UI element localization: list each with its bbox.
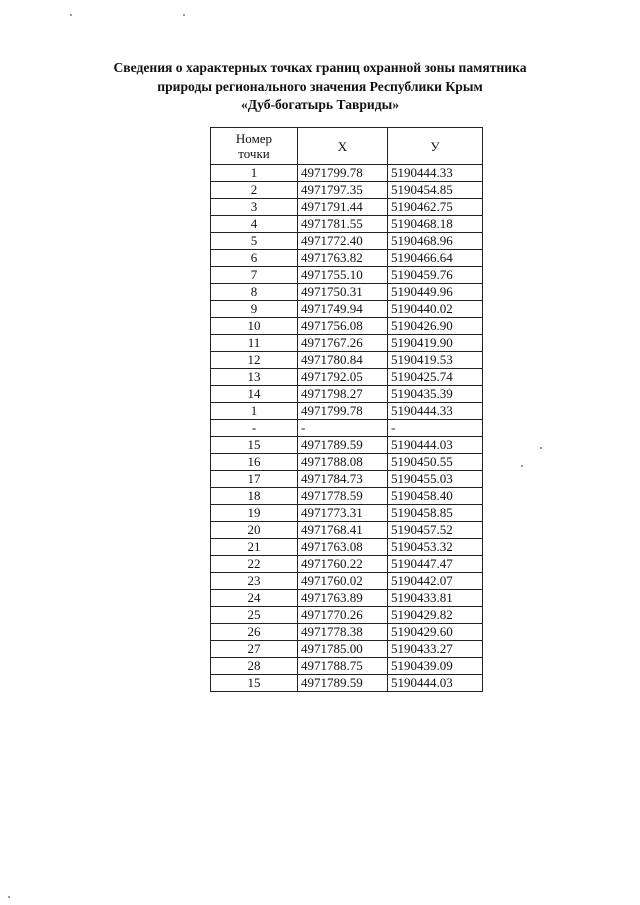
table-row xyxy=(211,556,483,573)
cell-x: 4971773.31 xyxy=(298,505,388,522)
cell-y: 5190453.32 xyxy=(388,539,483,556)
cell-point-number: 1 xyxy=(211,165,298,182)
cell-point-number: 18 xyxy=(211,488,298,505)
title-line-2: природы регионального значения Республики Крым xyxy=(157,78,483,94)
cell-y: 5190444.03 xyxy=(388,437,483,454)
cell-point-number: 14 xyxy=(211,386,298,403)
table-body xyxy=(211,165,483,692)
cell-y: 5190444.33 xyxy=(388,403,483,420)
cell-y: 5190435.39 xyxy=(388,386,483,403)
cell-y: 5190468.18 xyxy=(388,216,483,233)
scan-speck xyxy=(183,14,185,16)
cell-y: 5190433.81 xyxy=(388,590,483,607)
table-row xyxy=(211,454,483,471)
title-line-1: Сведения о характерных точках границ охранной зоны памятника xyxy=(113,60,527,75)
cell-point-number: 2 xyxy=(211,182,298,199)
cell-y: 5190440.02 xyxy=(388,301,483,318)
cell-x: 4971780.84 xyxy=(298,352,388,369)
cell-point-number: 1 xyxy=(211,403,298,420)
table-row xyxy=(211,658,483,675)
cell-x: 4971778.38 xyxy=(298,624,388,641)
scan-speck xyxy=(8,896,10,898)
table-row xyxy=(211,437,483,454)
cell-y: 5190419.53 xyxy=(388,352,483,369)
table-row xyxy=(211,403,483,420)
table-row xyxy=(211,675,483,692)
cell-point-number: 19 xyxy=(211,505,298,522)
cell-x: 4971768.41 xyxy=(298,522,388,539)
cell-point-number: 26 xyxy=(211,624,298,641)
document-title xyxy=(0,59,640,115)
table-row xyxy=(211,522,483,539)
cell-x: 4971763.08 xyxy=(298,539,388,556)
header-x: X xyxy=(298,128,388,165)
cell-y: 5190425.74 xyxy=(388,369,483,386)
table-row xyxy=(211,250,483,267)
cell-x: 4971767.26 xyxy=(298,335,388,352)
table-row xyxy=(211,590,483,607)
cell-point-number: 4 xyxy=(211,216,298,233)
cell-y: 5190466.64 xyxy=(388,250,483,267)
table-row xyxy=(211,607,483,624)
table-row xyxy=(211,233,483,250)
cell-point-number: 8 xyxy=(211,284,298,301)
cell-x: 4971792.05 xyxy=(298,369,388,386)
cell-point-number: 15 xyxy=(211,675,298,692)
table-row xyxy=(211,284,483,301)
cell-point-number: 3 xyxy=(211,199,298,216)
coordinates-table xyxy=(210,127,483,692)
header-y: У xyxy=(388,128,483,165)
header-point-number-line-1: Номер xyxy=(235,131,273,146)
cell-point-number: 20 xyxy=(211,522,298,539)
table-row xyxy=(211,182,483,199)
table-row xyxy=(211,505,483,522)
table-row xyxy=(211,539,483,556)
cell-point-number: 25 xyxy=(211,607,298,624)
table-row xyxy=(211,165,483,182)
title-line-3: «Дуб-богатырь Тавриды» xyxy=(240,97,400,112)
cell-y: 5190447.47 xyxy=(388,556,483,573)
table-row xyxy=(211,471,483,488)
cell-x: 4971781.55 xyxy=(298,216,388,233)
cell-point-number: 15 xyxy=(211,437,298,454)
scan-speck xyxy=(540,447,542,449)
cell-x: 4971799.78 xyxy=(298,403,388,420)
cell-x: 4971788.75 xyxy=(298,658,388,675)
table-row xyxy=(211,199,483,216)
cell-x: 4971755.10 xyxy=(298,267,388,284)
cell-y: - xyxy=(388,420,483,437)
header-point-number-line-2: точки xyxy=(238,146,270,161)
cell-y: 5190442.07 xyxy=(388,573,483,590)
cell-point-number: 16 xyxy=(211,454,298,471)
cell-y: 5190429.82 xyxy=(388,607,483,624)
cell-x: 4971799.78 xyxy=(298,165,388,182)
cell-y: 5190444.03 xyxy=(388,675,483,692)
cell-y: 5190439.09 xyxy=(388,658,483,675)
table-row xyxy=(211,488,483,505)
cell-x: 4971772.40 xyxy=(298,233,388,250)
cell-point-number: 13 xyxy=(211,369,298,386)
cell-y: 5190419.90 xyxy=(388,335,483,352)
cell-point-number: 22 xyxy=(211,556,298,573)
cell-x: 4971778.59 xyxy=(298,488,388,505)
cell-x: - xyxy=(298,420,388,437)
cell-y: 5190455.03 xyxy=(388,471,483,488)
cell-y: 5190468.96 xyxy=(388,233,483,250)
cell-x: 4971770.26 xyxy=(298,607,388,624)
table-row xyxy=(211,301,483,318)
cell-point-number: 5 xyxy=(211,233,298,250)
cell-point-number: 21 xyxy=(211,539,298,556)
cell-x: 4971797.35 xyxy=(298,182,388,199)
cell-y: 5190433.27 xyxy=(388,641,483,658)
cell-point-number: 10 xyxy=(211,318,298,335)
table-row xyxy=(211,369,483,386)
table-row xyxy=(211,641,483,658)
cell-point-number: 27 xyxy=(211,641,298,658)
cell-x: 4971749.94 xyxy=(298,301,388,318)
cell-point-number: 6 xyxy=(211,250,298,267)
cell-x: 4971788.08 xyxy=(298,454,388,471)
cell-y: 5190459.76 xyxy=(388,267,483,284)
cell-y: 5190444.33 xyxy=(388,165,483,182)
table-row xyxy=(211,386,483,403)
cell-x: 4971789.59 xyxy=(298,437,388,454)
cell-y: 5190457.52 xyxy=(388,522,483,539)
table-header-row xyxy=(211,128,483,165)
cell-point-number: 28 xyxy=(211,658,298,675)
cell-point-number: 12 xyxy=(211,352,298,369)
cell-y: 5190449.96 xyxy=(388,284,483,301)
cell-point-number: 9 xyxy=(211,301,298,318)
cell-y: 5190429.60 xyxy=(388,624,483,641)
table-row xyxy=(211,352,483,369)
cell-x: 4971760.02 xyxy=(298,573,388,590)
table-row xyxy=(211,335,483,352)
table-row xyxy=(211,573,483,590)
cell-point-number: 23 xyxy=(211,573,298,590)
cell-x: 4971789.59 xyxy=(298,675,388,692)
header-point-number xyxy=(211,128,298,165)
cell-point-number: 17 xyxy=(211,471,298,488)
cell-point-number: 24 xyxy=(211,590,298,607)
table-row xyxy=(211,420,483,437)
cell-y: 5190450.55 xyxy=(388,454,483,471)
cell-x: 4971785.00 xyxy=(298,641,388,658)
cell-y: 5190462.75 xyxy=(388,199,483,216)
cell-x: 4971763.82 xyxy=(298,250,388,267)
scan-speck xyxy=(70,14,72,16)
cell-point-number: 7 xyxy=(211,267,298,284)
cell-y: 5190454.85 xyxy=(388,182,483,199)
cell-x: 4971760.22 xyxy=(298,556,388,573)
cell-y: 5190458.40 xyxy=(388,488,483,505)
table-row xyxy=(211,624,483,641)
cell-x: 4971756.08 xyxy=(298,318,388,335)
scan-speck xyxy=(521,465,523,467)
cell-x: 4971750.31 xyxy=(298,284,388,301)
cell-x: 4971784.73 xyxy=(298,471,388,488)
cell-x: 4971791.44 xyxy=(298,199,388,216)
table-row xyxy=(211,318,483,335)
cell-point-number: - xyxy=(211,420,298,437)
table-row xyxy=(211,267,483,284)
cell-y: 5190458.85 xyxy=(388,505,483,522)
cell-point-number: 11 xyxy=(211,335,298,352)
cell-x: 4971798.27 xyxy=(298,386,388,403)
cell-y: 5190426.90 xyxy=(388,318,483,335)
table-row xyxy=(211,216,483,233)
cell-x: 4971763.89 xyxy=(298,590,388,607)
